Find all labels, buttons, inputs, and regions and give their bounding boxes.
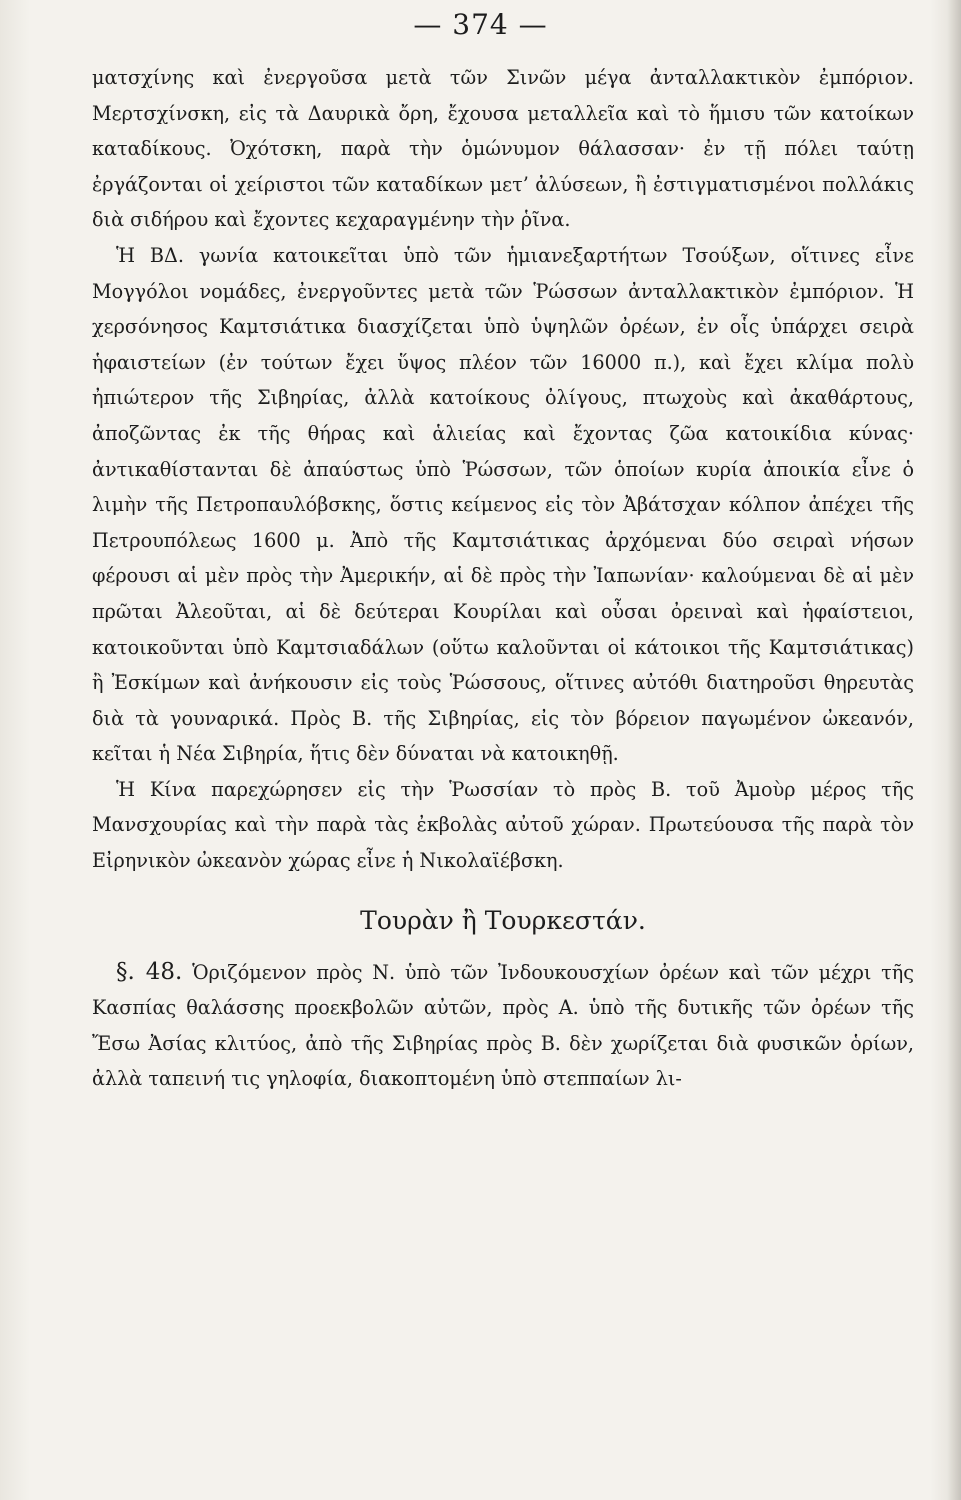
- section-paragraph: [92, 955, 914, 1097]
- page-number: — 374 —: [413, 8, 548, 41]
- page-edge-shadow: [947, 0, 961, 1500]
- page-body: [92, 60, 914, 1097]
- section-text: Ὁριζόμενον πρὸς Ν. ὑπὸ τῶν Ἰνδουκουσχίων ὀρέων καὶ τῶν μέχρι τῆς Κασπίας θαλάσσης προεκβολῶν αὐτῶν, πρὸς Α. ὑπὸ τῆς δυτικῆς τῶν ὀρέων τῆς Ἔσω Ἀσίας κλιτύος, ἀπὸ τῆς Σιβηρίας πρὸς Β. δὲν χωρίζεται διὰ φυσικῶν ὁρίων, ἀλλὰ ταπεινή τις γηλοφία, διακοπτομένη ὑπὸ στεππαίων λι-: [92, 960, 915, 1091]
- section-number: §. 48.: [116, 958, 183, 985]
- paragraph: ματσχίνης καὶ ἐνεργοῦσα μετὰ τῶν Σινῶν μέγα ἀνταλλακτικὸν ἐμπόριον. Μερτσχίνσκη, εἰς τὰ Δαυρικὰ ὄρη, ἔχουσα μεταλλεῖα καὶ τὸ ἥμισυ τῶν κατοίκων καταδίκους. Ὀχότσκη, παρὰ τὴν ὁμώνυμον θάλασσαν· ἐν τῇ πόλει ταύτῃ ἐργάζονται οἱ χείριστοι τῶν καταδίκων μετ’ ἀλύσεων, ἢ ἐστιγματισμένοι πολλάκις διὰ σιδήρου καὶ ἔχοντες κεχαραγμένην τὴν ῥῖνα.: [92, 66, 914, 232]
- paragraph: Ἡ ΒΔ. γωνία κατοικεῖται ὑπὸ τῶν ἡμιανεξαρτήτων Τσούξων, οἵτινες εἶνε Μογγόλοι νομάδες, ἐνεργοῦντες μετὰ τῶν Ῥώσσων ἀνταλλακτικὸν ἐμπόριον. Ἡ χερσόνησος Καμτσιάτικα διασχίζεται ὑπὸ ὑψηλῶν ὀρέων, ἐν οἷς ὑπάρχει σειρὰ ἡφαιστείων (ἐν τούτων ἔχει ὕψος πλέον τῶν 16000 π.), καὶ ἔχει κλίμα πολὺ ἠπιώτερον τῆς Σιβηρίας, ἀλλὰ κατοίκους ὀλίγους, πτωχοὺς καὶ ἀκαθάρτους, ἀποζῶντας ἐκ τῆς θήρας καὶ ἁλιείας καὶ ἔχοντας ζῶα κατοικίδια κύνας· ἀντικαθίστανται δὲ ἀπαύστως ὑπὸ Ῥώσσων, τῶν ὁποίων κυρία ἀποικία εἶνε ὁ λιμὴν τῆς Πετροπαυλόβσκης, ὅστις κείμενος εἰς τὸν Ἀβάτσχαν κόλπον ἀπέχει τῆς Πετρουπόλεως 1600 μ. Ἀπὸ τῆς Καμτσιάτικας ἀρχόμεναι δύο σειραὶ νήσων φέρουσι αἱ μὲν πρὸς τὴν Ἀμερικήν, αἱ δὲ πρὸς τὴν Ἰαπωνίαν· καλούμεναι δὲ αἱ μὲν πρῶται Ἀλεοῦται, αἱ δὲ δεύτεραι Κουρίλαι καὶ οὖσαι ὀρειναὶ καὶ ἡφαίστειοι, κατοικοῦνται ὑπὸ Καμτσιαδάλων (οὕτω καλοῦνται οἱ κάτοικοι τῆς Καμτσιάτικας) ἢ Ἐσκίμων καὶ ἀνήκουσιν εἰς τοὺς Ῥώσσους, οἵτινες αὐτόθι διατηροῦσι θηρευτὰς διὰ τὰ γουναρικά. Πρὸς Β. τῆς Σιβηρίας, εἰς τὸν βόρειον παγωμένον ὠκεανόν, κεῖται ἡ Νέα Σιβηρία, ἥτις δὲν δύναται νὰ κατοικηθῇ.: [92, 243, 914, 766]
- section-heading: Τουρὰν ἢ Τουρκεστάν.: [360, 905, 646, 935]
- paragraph: Ἡ Κίνα παρεχώρησεν εἰς τὴν Ῥωσσίαν τὸ πρὸς Β. τοῦ Ἀμοὺρ μέρος τῆς Μανσχουρίας καὶ τὴν παρὰ τὰς ἐκβολὰς αὐτοῦ χώραν. Πρωτεύουσα τῆς παρὰ τὸν Εἰρηνικὸν ὠκεανὸν χώρας εἶνε ἡ Νικολαϊέβσκη.: [92, 777, 914, 873]
